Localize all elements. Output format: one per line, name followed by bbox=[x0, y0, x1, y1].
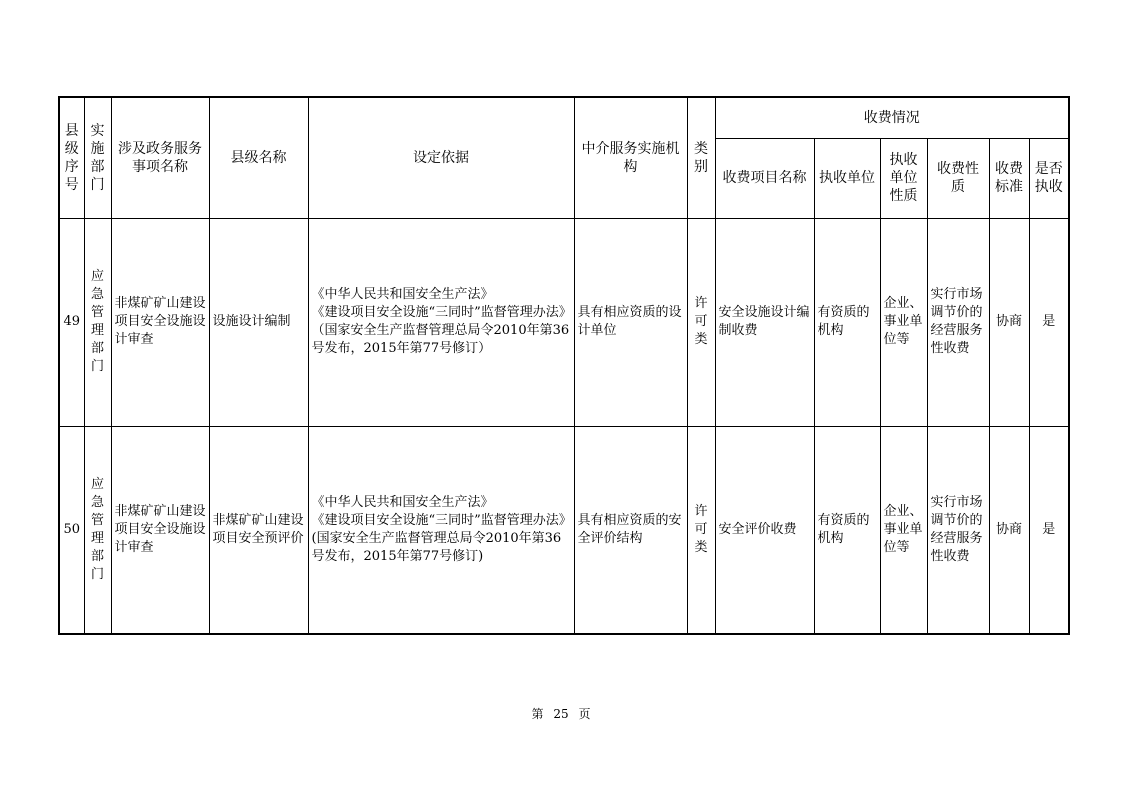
basis-line: 《建设项目安全设施“三同时”监督管理办法》（国家安全生产监督管理总局令2010年第36号发布，2015年第77号修订） bbox=[311, 305, 570, 356]
fee-table bbox=[58, 96, 1070, 635]
header-fee-std: 收费标准 bbox=[989, 138, 1029, 218]
page-number: 25 bbox=[553, 707, 569, 721]
cell-unit-nature: 企业、事业单位等 bbox=[880, 426, 927, 634]
cell-collect: 是 bbox=[1029, 218, 1069, 426]
basis-line: 《中华人民共和国安全生产法》 bbox=[311, 287, 494, 302]
cell-fee-name: 安全评价收费 bbox=[715, 426, 814, 634]
cell-collect: 是 bbox=[1029, 426, 1069, 634]
footer-suffix: 页 bbox=[578, 707, 591, 721]
header-fee-group: 收费情况 bbox=[715, 97, 1069, 138]
cell-dept: 应急管理部门 bbox=[84, 426, 111, 634]
cell-fee-std: 协商 bbox=[989, 426, 1029, 634]
cell-unit-nature: 企业、事业单位等 bbox=[880, 218, 927, 426]
cell-basis bbox=[308, 218, 574, 426]
header-seq: 县级序号 bbox=[59, 97, 84, 218]
header-fee-name: 收费项目名称 bbox=[715, 138, 814, 218]
cell-fee-name: 安全设施设计编制收费 bbox=[715, 218, 814, 426]
cell-category: 许可类 bbox=[687, 218, 715, 426]
basis-line: 《建设项目安全设施“三同时”监督管理办法》(国家安全生产监督管理总局令2010年第36号发布，2015年第77号修订) bbox=[311, 512, 566, 564]
header-unit-nature: 执收单位性质 bbox=[880, 138, 927, 218]
cell-item: 非煤矿矿山建设项目安全设施设计审查 bbox=[111, 218, 209, 426]
cell-item: 非煤矿矿山建设项目安全设施设计审查 bbox=[111, 426, 209, 634]
cell-county-name: 设施设计编制 bbox=[209, 218, 308, 426]
header-basis: 设定依据 bbox=[308, 97, 574, 218]
header-row-1 bbox=[59, 97, 1069, 138]
cell-agency: 具有相应资质的设计单位 bbox=[574, 218, 687, 426]
cell-seq: 49 bbox=[59, 218, 84, 426]
header-category: 类别 bbox=[687, 97, 715, 218]
cell-exec-unit: 有资质的机构 bbox=[814, 218, 880, 426]
basis-line: 《中华人民共和国安全生产法》 bbox=[311, 494, 494, 510]
cell-dept: 应急管理部门 bbox=[84, 218, 111, 426]
header-exec-unit: 执收单位 bbox=[814, 138, 880, 218]
table-row bbox=[59, 218, 1069, 426]
header-agency: 中介服务实施机构 bbox=[574, 97, 687, 218]
header-fee-nature: 收费性质 bbox=[927, 138, 989, 218]
header-item: 涉及政务服务事项名称 bbox=[111, 97, 209, 218]
cell-fee-nature: 实行市场调节价的经营服务性收费 bbox=[927, 218, 989, 426]
header-dept: 实施部门 bbox=[84, 97, 111, 218]
cell-seq: 50 bbox=[59, 426, 84, 634]
cell-fee-std: 协商 bbox=[989, 218, 1029, 426]
cell-agency: 具有相应资质的安全评价结构 bbox=[574, 426, 687, 634]
header-collect: 是否执收 bbox=[1029, 138, 1069, 218]
cell-exec-unit: 有资质的机构 bbox=[814, 426, 880, 634]
cell-county-name: 非煤矿矿山建设项目安全预评价 bbox=[209, 426, 308, 634]
cell-fee-nature: 实行市场调节价的经营服务性收费 bbox=[927, 426, 989, 634]
cell-basis bbox=[308, 426, 574, 634]
table-row bbox=[59, 426, 1069, 634]
footer-prefix: 第 bbox=[531, 707, 544, 721]
page-footer bbox=[0, 705, 1122, 722]
header-county-name: 县级名称 bbox=[209, 97, 308, 218]
cell-category: 许可类 bbox=[687, 426, 715, 634]
